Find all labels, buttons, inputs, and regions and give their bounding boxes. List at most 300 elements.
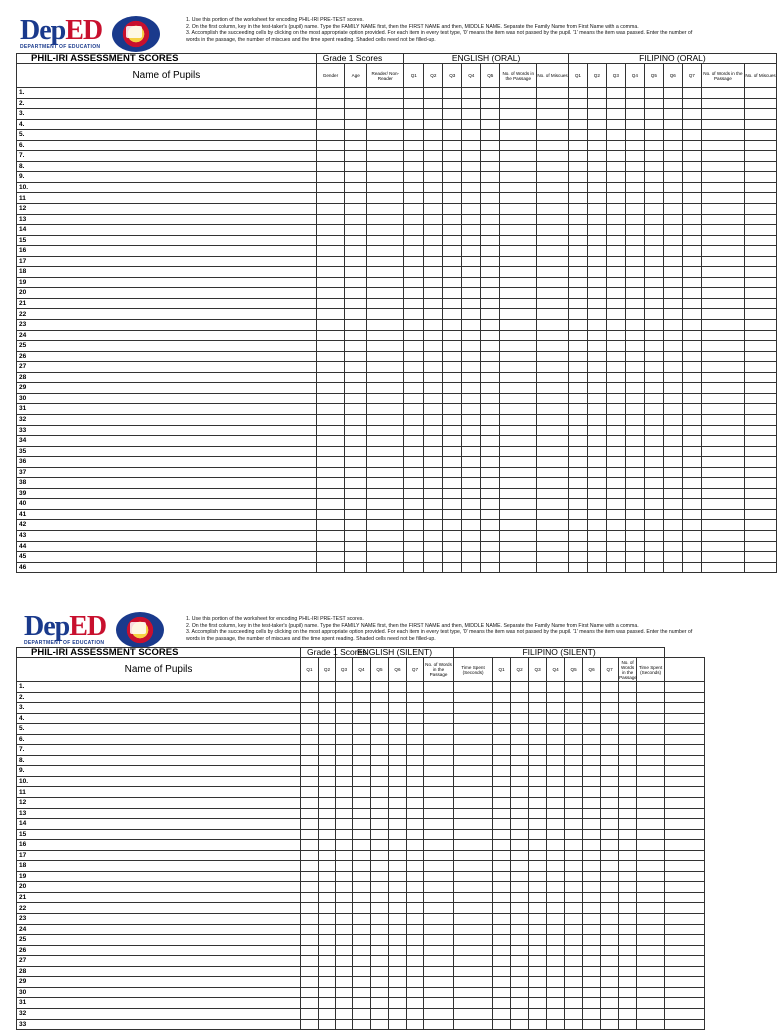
score-cell[interactable]: [424, 277, 443, 288]
score-cell[interactable]: [682, 562, 701, 573]
score-cell[interactable]: [625, 172, 644, 183]
score-cell[interactable]: [443, 530, 462, 541]
score-cell[interactable]: [745, 404, 777, 415]
score-cell[interactable]: [587, 235, 606, 246]
score-cell[interactable]: [619, 798, 637, 809]
score-cell[interactable]: [644, 256, 663, 267]
score-cell[interactable]: [336, 840, 353, 851]
score-cell[interactable]: [493, 682, 511, 693]
score-cell[interactable]: [625, 341, 644, 352]
score-cell[interactable]: [665, 682, 705, 693]
score-cell[interactable]: [625, 552, 644, 563]
score-cell[interactable]: [424, 341, 443, 352]
score-cell[interactable]: [301, 945, 319, 956]
score-cell[interactable]: [424, 204, 443, 215]
score-cell[interactable]: [367, 320, 404, 331]
score-cell[interactable]: [701, 404, 744, 415]
score-cell[interactable]: [493, 703, 511, 714]
score-cell[interactable]: [682, 88, 701, 99]
pupil-name-cell[interactable]: 7.: [17, 745, 301, 756]
score-cell[interactable]: [316, 182, 344, 193]
score-cell[interactable]: [319, 692, 336, 703]
pupil-name-cell[interactable]: 29: [17, 383, 317, 394]
score-cell[interactable]: [500, 414, 537, 425]
score-cell[interactable]: [547, 945, 565, 956]
score-cell[interactable]: [316, 457, 344, 468]
score-cell[interactable]: [336, 798, 353, 809]
score-cell[interactable]: [529, 956, 547, 967]
score-cell[interactable]: [371, 692, 389, 703]
score-cell[interactable]: [601, 776, 619, 787]
score-cell[interactable]: [345, 362, 367, 373]
score-cell[interactable]: [637, 945, 665, 956]
score-cell[interactable]: [682, 457, 701, 468]
score-cell[interactable]: [637, 935, 665, 946]
score-cell[interactable]: [454, 987, 493, 998]
score-cell[interactable]: [345, 88, 367, 99]
score-cell[interactable]: [745, 246, 777, 257]
score-cell[interactable]: [665, 1008, 705, 1019]
pupil-name-cell[interactable]: 12: [17, 798, 301, 809]
score-cell[interactable]: [353, 861, 371, 872]
score-cell[interactable]: [462, 172, 481, 183]
score-cell[interactable]: [511, 713, 529, 724]
score-cell[interactable]: [701, 298, 744, 309]
score-cell[interactable]: [353, 840, 371, 851]
score-cell[interactable]: [493, 882, 511, 893]
score-cell[interactable]: [353, 724, 371, 735]
score-cell[interactable]: [587, 509, 606, 520]
score-cell[interactable]: [407, 924, 424, 935]
score-cell[interactable]: [601, 692, 619, 703]
score-cell[interactable]: [537, 509, 569, 520]
pupil-name-cell[interactable]: 40: [17, 499, 317, 510]
pupil-name-cell[interactable]: 16: [17, 246, 317, 257]
score-cell[interactable]: [353, 776, 371, 787]
score-cell[interactable]: [745, 362, 777, 373]
score-cell[interactable]: [424, 372, 443, 383]
score-cell[interactable]: [345, 552, 367, 563]
score-cell[interactable]: [500, 520, 537, 531]
score-cell[interactable]: [404, 172, 424, 183]
score-cell[interactable]: [637, 998, 665, 1009]
score-cell[interactable]: [454, 724, 493, 735]
score-cell[interactable]: [565, 1019, 583, 1030]
score-cell[interactable]: [353, 892, 371, 903]
score-cell[interactable]: [682, 446, 701, 457]
score-cell[interactable]: [454, 882, 493, 893]
score-cell[interactable]: [565, 977, 583, 988]
score-cell[interactable]: [454, 787, 493, 798]
score-cell[interactable]: [367, 351, 404, 362]
score-cell[interactable]: [316, 362, 344, 373]
score-cell[interactable]: [682, 298, 701, 309]
score-cell[interactable]: [319, 892, 336, 903]
score-cell[interactable]: [319, 755, 336, 766]
score-cell[interactable]: [481, 457, 500, 468]
score-cell[interactable]: [745, 161, 777, 172]
score-cell[interactable]: [663, 161, 682, 172]
pupil-name-cell[interactable]: 46: [17, 562, 317, 573]
score-cell[interactable]: [644, 288, 663, 299]
score-cell[interactable]: [319, 882, 336, 893]
score-cell[interactable]: [625, 151, 644, 162]
score-cell[interactable]: [682, 225, 701, 236]
score-cell[interactable]: [345, 436, 367, 447]
score-cell[interactable]: [462, 509, 481, 520]
score-cell[interactable]: [663, 341, 682, 352]
score-cell[interactable]: [565, 745, 583, 756]
score-cell[interactable]: [701, 277, 744, 288]
score-cell[interactable]: [319, 903, 336, 914]
score-cell[interactable]: [537, 320, 569, 331]
score-cell[interactable]: [568, 256, 587, 267]
score-cell[interactable]: [568, 119, 587, 130]
score-cell[interactable]: [745, 267, 777, 278]
score-cell[interactable]: [336, 734, 353, 745]
score-cell[interactable]: [454, 766, 493, 777]
score-cell[interactable]: [587, 204, 606, 215]
score-cell[interactable]: [367, 436, 404, 447]
score-cell[interactable]: [568, 109, 587, 120]
score-cell[interactable]: [424, 745, 454, 756]
score-cell[interactable]: [665, 776, 705, 787]
score-cell[interactable]: [583, 776, 601, 787]
pupil-name-cell[interactable]: 18: [17, 861, 301, 872]
score-cell[interactable]: [583, 724, 601, 735]
score-cell[interactable]: [606, 204, 625, 215]
score-cell[interactable]: [568, 488, 587, 499]
score-cell[interactable]: [454, 734, 493, 745]
score-cell[interactable]: [345, 520, 367, 531]
score-cell[interactable]: [462, 119, 481, 130]
score-cell[interactable]: [665, 850, 705, 861]
score-cell[interactable]: [404, 309, 424, 320]
score-cell[interactable]: [606, 425, 625, 436]
score-cell[interactable]: [547, 935, 565, 946]
score-cell[interactable]: [606, 372, 625, 383]
score-cell[interactable]: [389, 1008, 407, 1019]
score-cell[interactable]: [745, 446, 777, 457]
score-cell[interactable]: [319, 829, 336, 840]
score-cell[interactable]: [301, 882, 319, 893]
score-cell[interactable]: [511, 840, 529, 851]
score-cell[interactable]: [367, 225, 404, 236]
score-cell[interactable]: [500, 425, 537, 436]
score-cell[interactable]: [389, 787, 407, 798]
score-cell[interactable]: [424, 446, 443, 457]
score-cell[interactable]: [701, 225, 744, 236]
score-cell[interactable]: [665, 882, 705, 893]
score-cell[interactable]: [404, 520, 424, 531]
score-cell[interactable]: [462, 235, 481, 246]
score-cell[interactable]: [443, 404, 462, 415]
score-cell[interactable]: [625, 404, 644, 415]
score-cell[interactable]: [316, 204, 344, 215]
score-cell[interactable]: [336, 682, 353, 693]
score-cell[interactable]: [481, 520, 500, 531]
score-cell[interactable]: [625, 562, 644, 573]
score-cell[interactable]: [606, 488, 625, 499]
score-cell[interactable]: [529, 692, 547, 703]
score-cell[interactable]: [547, 882, 565, 893]
score-cell[interactable]: [316, 246, 344, 257]
score-cell[interactable]: [371, 840, 389, 851]
score-cell[interactable]: [407, 682, 424, 693]
score-cell[interactable]: [745, 541, 777, 552]
score-cell[interactable]: [625, 351, 644, 362]
score-cell[interactable]: [462, 225, 481, 236]
score-cell[interactable]: [336, 935, 353, 946]
score-cell[interactable]: [424, 945, 454, 956]
score-cell[interactable]: [619, 914, 637, 925]
score-cell[interactable]: [537, 298, 569, 309]
score-cell[interactable]: [637, 787, 665, 798]
score-cell[interactable]: [537, 414, 569, 425]
score-cell[interactable]: [625, 478, 644, 489]
score-cell[interactable]: [606, 235, 625, 246]
pupil-name-cell[interactable]: 22: [17, 903, 301, 914]
score-cell[interactable]: [443, 499, 462, 510]
score-cell[interactable]: [493, 871, 511, 882]
score-cell[interactable]: [619, 998, 637, 1009]
pupil-name-cell[interactable]: 8.: [17, 161, 317, 172]
score-cell[interactable]: [529, 998, 547, 1009]
score-cell[interactable]: [493, 745, 511, 756]
score-cell[interactable]: [606, 161, 625, 172]
score-cell[interactable]: [481, 436, 500, 447]
score-cell[interactable]: [319, 966, 336, 977]
score-cell[interactable]: [601, 935, 619, 946]
score-cell[interactable]: [511, 892, 529, 903]
score-cell[interactable]: [682, 351, 701, 362]
score-cell[interactable]: [682, 256, 701, 267]
score-cell[interactable]: [367, 161, 404, 172]
pupil-name-cell[interactable]: 36: [17, 457, 317, 468]
score-cell[interactable]: [316, 509, 344, 520]
score-cell[interactable]: [316, 541, 344, 552]
score-cell[interactable]: [644, 161, 663, 172]
pupil-name-cell[interactable]: 19: [17, 277, 317, 288]
pupil-name-cell[interactable]: 23: [17, 914, 301, 925]
score-cell[interactable]: [625, 372, 644, 383]
score-cell[interactable]: [529, 734, 547, 745]
score-cell[interactable]: [301, 829, 319, 840]
score-cell[interactable]: [424, 840, 454, 851]
score-cell[interactable]: [644, 88, 663, 99]
score-cell[interactable]: [367, 404, 404, 415]
pupil-name-cell[interactable]: 8.: [17, 755, 301, 766]
score-cell[interactable]: [389, 882, 407, 893]
score-cell[interactable]: [345, 256, 367, 267]
score-cell[interactable]: [336, 808, 353, 819]
score-cell[interactable]: [404, 383, 424, 394]
score-cell[interactable]: [701, 436, 744, 447]
score-cell[interactable]: [319, 956, 336, 967]
score-cell[interactable]: [745, 225, 777, 236]
score-cell[interactable]: [500, 562, 537, 573]
score-cell[interactable]: [389, 829, 407, 840]
score-cell[interactable]: [319, 924, 336, 935]
score-cell[interactable]: [367, 214, 404, 225]
score-cell[interactable]: [511, 829, 529, 840]
score-cell[interactable]: [665, 956, 705, 967]
score-cell[interactable]: [371, 787, 389, 798]
score-cell[interactable]: [644, 246, 663, 257]
score-cell[interactable]: [619, 713, 637, 724]
score-cell[interactable]: [601, 956, 619, 967]
score-cell[interactable]: [454, 966, 493, 977]
score-cell[interactable]: [601, 745, 619, 756]
score-cell[interactable]: [644, 309, 663, 320]
score-cell[interactable]: [606, 298, 625, 309]
score-cell[interactable]: [424, 256, 443, 267]
score-cell[interactable]: [353, 713, 371, 724]
score-cell[interactable]: [682, 414, 701, 425]
score-cell[interactable]: [537, 88, 569, 99]
score-cell[interactable]: [367, 172, 404, 183]
score-cell[interactable]: [389, 724, 407, 735]
score-cell[interactable]: [367, 109, 404, 120]
score-cell[interactable]: [454, 703, 493, 714]
score-cell[interactable]: [316, 530, 344, 541]
score-cell[interactable]: [682, 330, 701, 341]
score-cell[interactable]: [424, 246, 443, 257]
score-cell[interactable]: [404, 182, 424, 193]
score-cell[interactable]: [424, 829, 454, 840]
score-cell[interactable]: [493, 924, 511, 935]
score-cell[interactable]: [745, 214, 777, 225]
score-cell[interactable]: [537, 520, 569, 531]
score-cell[interactable]: [443, 436, 462, 447]
score-cell[interactable]: [336, 745, 353, 756]
score-cell[interactable]: [454, 1019, 493, 1030]
score-cell[interactable]: [454, 850, 493, 861]
pupil-name-cell[interactable]: 13: [17, 214, 317, 225]
score-cell[interactable]: [601, 829, 619, 840]
score-cell[interactable]: [353, 956, 371, 967]
score-cell[interactable]: [745, 277, 777, 288]
score-cell[interactable]: [529, 861, 547, 872]
score-cell[interactable]: [745, 256, 777, 267]
score-cell[interactable]: [619, 755, 637, 766]
score-cell[interactable]: [316, 277, 344, 288]
score-cell[interactable]: [537, 193, 569, 204]
score-cell[interactable]: [493, 776, 511, 787]
score-cell[interactable]: [665, 819, 705, 830]
score-cell[interactable]: [644, 172, 663, 183]
score-cell[interactable]: [701, 193, 744, 204]
score-cell[interactable]: [665, 903, 705, 914]
score-cell[interactable]: [565, 755, 583, 766]
score-cell[interactable]: [644, 362, 663, 373]
score-cell[interactable]: [625, 530, 644, 541]
score-cell[interactable]: [606, 88, 625, 99]
score-cell[interactable]: [644, 478, 663, 489]
score-cell[interactable]: [745, 109, 777, 120]
score-cell[interactable]: [424, 682, 454, 693]
score-cell[interactable]: [565, 776, 583, 787]
score-cell[interactable]: [745, 488, 777, 499]
score-cell[interactable]: [443, 172, 462, 183]
score-cell[interactable]: [404, 204, 424, 215]
score-cell[interactable]: [353, 819, 371, 830]
pupil-name-cell[interactable]: 32: [17, 1008, 301, 1019]
score-cell[interactable]: [568, 193, 587, 204]
score-cell[interactable]: [587, 520, 606, 531]
score-cell[interactable]: [371, 924, 389, 935]
score-cell[interactable]: [537, 119, 569, 130]
score-cell[interactable]: [701, 330, 744, 341]
score-cell[interactable]: [637, 755, 665, 766]
score-cell[interactable]: [389, 1019, 407, 1030]
score-cell[interactable]: [606, 362, 625, 373]
score-cell[interactable]: [537, 478, 569, 489]
score-cell[interactable]: [500, 341, 537, 352]
score-cell[interactable]: [665, 871, 705, 882]
score-cell[interactable]: [601, 945, 619, 956]
score-cell[interactable]: [301, 745, 319, 756]
score-cell[interactable]: [345, 404, 367, 415]
score-cell[interactable]: [407, 871, 424, 882]
score-cell[interactable]: [547, 703, 565, 714]
score-cell[interactable]: [619, 829, 637, 840]
score-cell[interactable]: [424, 425, 443, 436]
score-cell[interactable]: [462, 404, 481, 415]
score-cell[interactable]: [500, 298, 537, 309]
score-cell[interactable]: [404, 98, 424, 109]
score-cell[interactable]: [389, 692, 407, 703]
score-cell[interactable]: [701, 109, 744, 120]
score-cell[interactable]: [424, 966, 454, 977]
score-cell[interactable]: [565, 829, 583, 840]
score-cell[interactable]: [500, 182, 537, 193]
score-cell[interactable]: [644, 204, 663, 215]
score-cell[interactable]: [367, 383, 404, 394]
score-cell[interactable]: [663, 109, 682, 120]
score-cell[interactable]: [319, 798, 336, 809]
score-cell[interactable]: [529, 892, 547, 903]
score-cell[interactable]: [500, 509, 537, 520]
score-cell[interactable]: [353, 1019, 371, 1030]
score-cell[interactable]: [663, 393, 682, 404]
score-cell[interactable]: [443, 467, 462, 478]
score-cell[interactable]: [462, 288, 481, 299]
score-cell[interactable]: [587, 552, 606, 563]
score-cell[interactable]: [443, 256, 462, 267]
score-cell[interactable]: [367, 182, 404, 193]
score-cell[interactable]: [443, 309, 462, 320]
score-cell[interactable]: [565, 956, 583, 967]
score-cell[interactable]: [367, 98, 404, 109]
score-cell[interactable]: [701, 204, 744, 215]
score-cell[interactable]: [424, 383, 443, 394]
score-cell[interactable]: [389, 850, 407, 861]
score-cell[interactable]: [353, 682, 371, 693]
score-cell[interactable]: [462, 214, 481, 225]
score-cell[interactable]: [301, 914, 319, 925]
score-cell[interactable]: [407, 819, 424, 830]
score-cell[interactable]: [565, 945, 583, 956]
score-cell[interactable]: [481, 541, 500, 552]
score-cell[interactable]: [625, 362, 644, 373]
score-cell[interactable]: [568, 151, 587, 162]
score-cell[interactable]: [619, 956, 637, 967]
score-cell[interactable]: [625, 109, 644, 120]
score-cell[interactable]: [601, 966, 619, 977]
score-cell[interactable]: [619, 692, 637, 703]
score-cell[interactable]: [493, 987, 511, 998]
